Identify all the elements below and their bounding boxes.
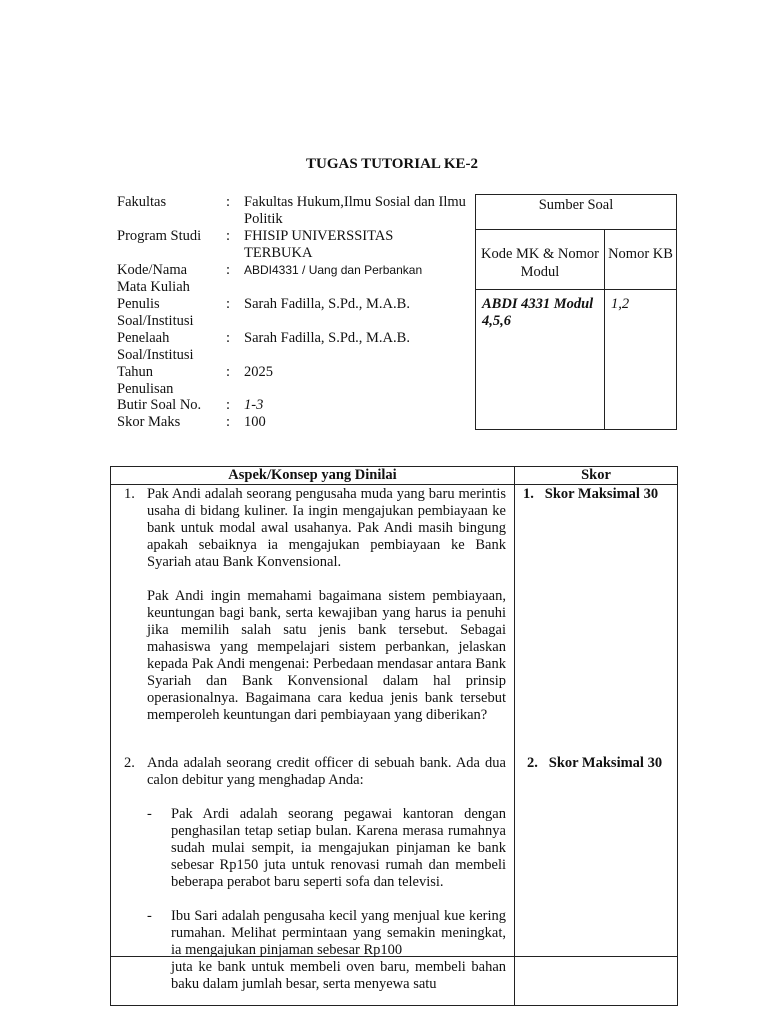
info-value: ABDI4331 / Uang dan Perbankan (244, 263, 423, 277)
kode-mk-header: Kode MK & Nomor Modul (480, 246, 599, 280)
info-label: Penulis Soal/Institusi (117, 296, 194, 329)
info-colon: : (226, 262, 231, 278)
info-value: Sarah Fadilla, S.Pd., M.A.B. (244, 296, 410, 312)
info-value: 100 (244, 414, 266, 430)
info-value: 1-3 (244, 397, 264, 413)
info-value: 2025 (244, 364, 273, 380)
assessment-table (110, 466, 678, 1006)
score-1: 1. Skor Maksimal 30 (523, 486, 659, 502)
question-2-case-2: Ibu Sari adalah pengusaha kecil yang menjual kue kering rumahan. Melihat permintaan yang semakin meningkat, ia mengajukan pinjaman sebesar Rp100 (171, 908, 506, 958)
sumber-soal-table (475, 194, 677, 430)
info-label: Skor Maks (117, 414, 181, 430)
info-colon: : (226, 296, 231, 312)
info-colon: : (226, 397, 231, 413)
header-skor: Skor (581, 467, 611, 483)
question-number: 2. (124, 755, 135, 771)
nomor-kb-value: 1,2 (611, 296, 630, 312)
question-1-paragraph-2: Pak Andi ingin memahami bagaimana sistem pembiayaan, keuntungan bagi bank, serta kewajiban yang harus ia penuhi jika memilih salah satu jenis bank tersebut. Sebagai mahasiswa yang mempelajari sistem perbankan, jelaskan kepada Pak Andi mengenai: Perbedaan mendasar antara Bank Syariah dan Bank Konvensional dalam hal prinsip operasionalnya. Bagaimana cara kedua jenis bank tersebut memperoleh keuntungan dari pembiayaan yang diberikan? (147, 588, 506, 723)
nomor-kb-header: Nomor KB (608, 246, 673, 262)
info-colon: : (226, 330, 231, 346)
question-2-case-1: Pak Ardi adalah seorang pegawai kantoran dengan penghasilan tetap setiap bulan. Karena merasa rumahnya sudah mulai sempit, ia mengajukan pinjaman ke bank sebesar Rp150 juta untuk renovasi rumah dan membeli beberapa perabot baru seperti sofa dan televisi. (171, 806, 506, 890)
sumber-soal-header: Sumber Soal (476, 195, 676, 230)
info-colon: : (226, 414, 231, 430)
question-2-case-2-continued: juta ke bank untuk membeli oven baru, membeli bahan baku dalam jumlah besar, serta menyewa satu (171, 959, 506, 992)
info-label: Penelaah Soal/Institusi (117, 330, 194, 363)
score-2: 2. Skor Maksimal 30 (527, 755, 663, 771)
info-label: Butir Soal No. (117, 397, 202, 413)
question-1-paragraph-1: Pak Andi adalah seorang pengusaha muda yang baru merintis usaha di bidang kuliner. Ia ingin mengajukan pembiayaan ke bank untuk modal awal usahanya. Pak Andi masih bingung apakah sebaiknya ia mengajukan pembiayaan ke Bank Syariah atau Bank Konvensional. (147, 486, 506, 570)
header-aspek: Aspek/Konsep yang Dinilai (228, 467, 397, 483)
page-title: TUGAS TUTORIAL KE-2 (306, 156, 478, 172)
kode-mk-value: ABDI 4331 Modul 4,5,6 (482, 296, 594, 329)
bullet-dash: - (147, 806, 152, 822)
bullet-dash: - (147, 908, 152, 924)
info-value: FHISIP UNIVERSSITAS TERBUKA (244, 228, 394, 261)
info-value: Fakultas Hukum,Ilmu Sosial dan Ilmu Politik (244, 194, 466, 227)
table-divider (111, 484, 677, 485)
info-label: Program Studi (117, 228, 202, 244)
info-colon: : (226, 194, 231, 210)
info-colon: : (226, 228, 231, 244)
info-label: Fakultas (117, 194, 167, 210)
info-value: Sarah Fadilla, S.Pd., M.A.B. (244, 330, 410, 346)
table-divider (476, 289, 676, 290)
info-label: Tahun Penulisan (117, 364, 174, 397)
question-number: 1. (124, 486, 135, 502)
info-label: Kode/Nama Mata Kuliah (117, 262, 190, 295)
table-divider (514, 467, 515, 1005)
question-2-intro: Anda adalah seorang credit officer di sebuah bank. Ada dua calon debitur yang menghadap Anda: (147, 755, 506, 788)
info-colon: : (226, 364, 231, 380)
